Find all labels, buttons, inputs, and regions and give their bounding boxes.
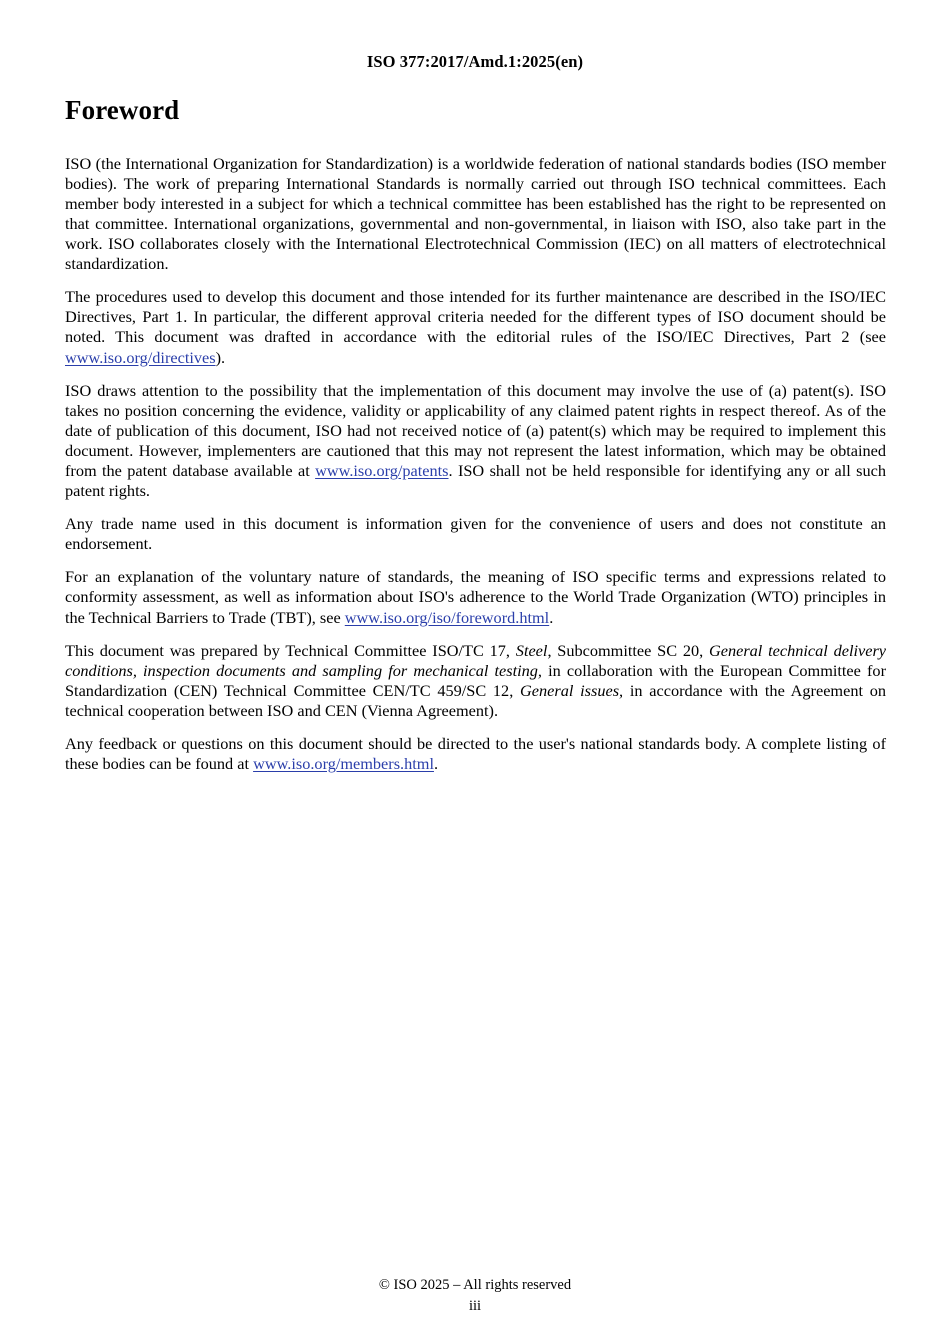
paragraph-voluntary-nature — [65, 567, 886, 627]
page-footer — [0, 1276, 950, 1315]
paragraph-text: For an explanation of the voluntary nature of standards, the meaning of ISO specific terms and expressions related to conformity assessment, as well as information about ISO's adherence to the World Trade Organization (WTO) principles in the Technical Barriers to Trade (TBT), see — [65, 567, 886, 627]
paragraph-text-tail: . ISO shall not be held responsible for identifying any or all such patent rights. — [65, 461, 887, 501]
link-iso-members[interactable]: www.iso.org/members.html — [253, 754, 434, 774]
link-iso-directives[interactable]: www.iso.org/directives — [65, 347, 216, 367]
paragraph-feedback — [65, 734, 886, 774]
paragraph-scope-iso-federation — [65, 154, 886, 275]
committee-name-steel: Steel — [515, 640, 548, 660]
page-number: iii — [468, 1298, 482, 1314]
document-content — [65, 96, 886, 774]
paragraph-text-tail: ). — [215, 347, 226, 367]
paragraph-text: Any feedback or questions on this document should be directed to the user's national standards body. A complete listing of these bodies can be found at — [65, 734, 886, 774]
paragraph-text: ISO draws attention to the possibility that the implementation of this document may involve the use of (a) patent(s). ISO takes no position concerning the evidence, validity or applicability of any claimed patent rights in respect thereof. As of the date of publication of this document, ISO had not received notice of (a) patent(s) which may be required to implement this document. However, implementers are cautioned that this may not represent the latest information, which may be obtained from the patent database available at — [65, 380, 886, 480]
paragraph-text-tail: in accordance with the Agreement on technical cooperation between ISO and CEN (Vienna Agreement). — [65, 680, 887, 720]
cen-subcommittee-title: General issues, — [520, 680, 624, 700]
paragraph-text: Any trade name used in this document is information given for the convenience of users and does not constitute an endorsement. — [65, 514, 886, 554]
paragraph-trade-name — [65, 514, 886, 554]
running-head: ISO 377:2017/Amd.1:2025(en) — [366, 52, 584, 71]
paragraph-text-mid-1: , Subcommittee SC 20, — [547, 640, 709, 660]
paragraph-text: This document was prepared by Technical Committee ISO/TC 17, — [65, 640, 516, 660]
page-title: Foreword — [65, 95, 180, 125]
paragraph-text: The procedures used to develop this document and those intended for its further maintenance are described in the ISO/IEC Directives, Part 1. In particular, the different approval criteria needed for the different types of ISO document should be noted. This document was drafted in accordance with the editorial rules of the ISO/IEC Directives, Part 2 (see — [65, 287, 886, 347]
paragraph-text-mid-2: in collaboration with the European Committee for Standardization (CEN) Technical Committee CEN/TC 459/SC 12, — [65, 660, 886, 700]
paragraph-text-tail: . — [549, 607, 554, 627]
paragraph-text: ISO (the International Organization for Standardization) is a worldwide federation of national standards bodies (ISO member bodies). The work of preparing International Standards is normally carried out through ISO technical committees. Each member body interested in a subject for which a technical committee has been established has the right to be represented on that committee. International organizations, governmental and non-governmental, in liaison with ISO, also take part in the work. ISO collaborates closely with the International Electrotechnical Commission (IEC) on all matters of electrotechnical standardization. — [65, 153, 886, 274]
paragraph-patents — [65, 381, 886, 502]
subcommittee-scope-title: General technical delivery conditions, inspection documents and sampling for mechanical testing, — [65, 640, 887, 680]
paragraph-technical-committee — [65, 641, 886, 721]
link-iso-patents[interactable]: www.iso.org/patents — [315, 461, 449, 480]
paragraph-procedures-directives — [65, 287, 886, 367]
link-iso-foreword[interactable]: www.iso.org/iso/foreword.html — [344, 607, 550, 627]
paragraph-text-tail: . — [433, 754, 439, 774]
copyright-notice: © ISO 2025 – All rights reserved — [378, 1277, 572, 1293]
